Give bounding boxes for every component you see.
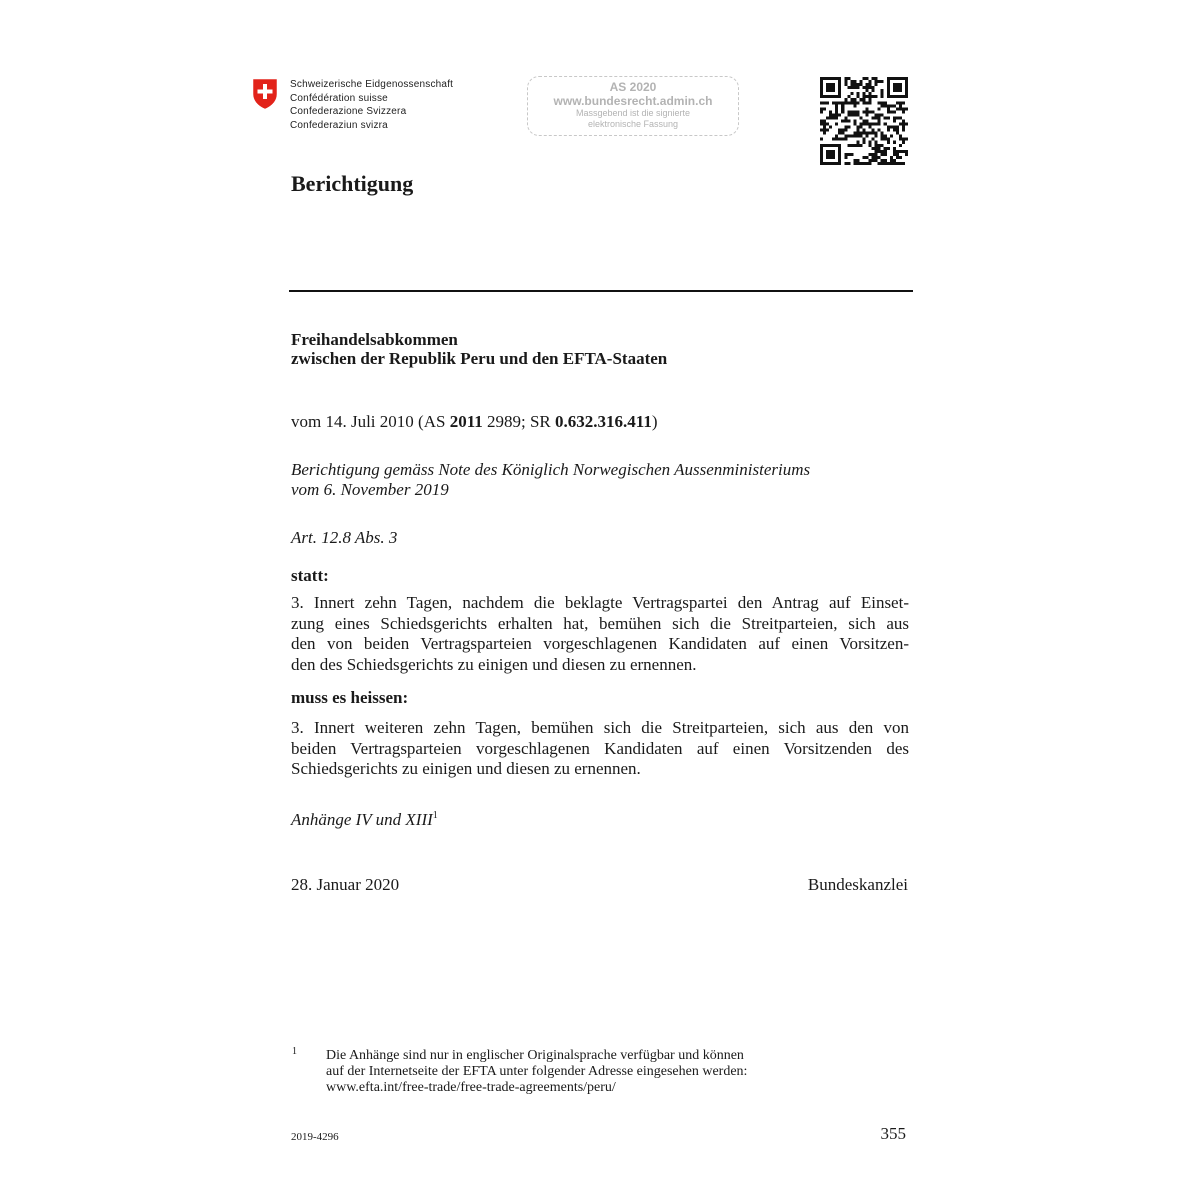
basis-line2: vom 6. November 2019 bbox=[291, 480, 449, 499]
old-text-line: 3. Innert zehn Tagen, nachdem die beklagte Vertragspartei den Antrag auf Einset- bbox=[291, 593, 909, 612]
page-number: 355 bbox=[880, 1124, 906, 1143]
footnote-text bbox=[326, 1048, 747, 1096]
official-collection-stamp bbox=[527, 76, 739, 136]
new-text-line: beiden Vertragsparteien vorgeschlagenen Kandidaten auf einen Vorsitzenden des bbox=[291, 738, 909, 758]
correction-basis bbox=[291, 460, 810, 500]
confederation-name-de: Schweizerische Eidgenossenschaft bbox=[290, 79, 454, 90]
annexes-reference bbox=[291, 806, 438, 830]
sr-number: 0.632.316.411 bbox=[555, 412, 652, 431]
confederation-name-fr: Confédération suisse bbox=[290, 92, 388, 104]
act-ref-as-page: 2989; SR bbox=[482, 412, 556, 431]
stamp-note-line2: elektronische Fassung bbox=[587, 119, 679, 129]
act-title-line2: zwischen der Republik Peru und den EFTA-Staaten bbox=[291, 349, 668, 368]
instead-label: statt: bbox=[291, 566, 329, 585]
new-text-line: Schiedsgerichts zu einigen und diesen zu ernennen. bbox=[291, 759, 641, 778]
confederation-name-rm: Confederaziun svizra bbox=[290, 119, 388, 131]
confederation-name-it: Confederazione Svizzera bbox=[290, 106, 407, 117]
act-title bbox=[291, 330, 667, 368]
qr-code-icon bbox=[820, 77, 908, 165]
old-text-line: den von beiden Vertragsparteien vorgeschlagenen Kandidaten auf einen Vorsitzen- bbox=[291, 634, 909, 653]
stamp-collection: AS 2020 bbox=[609, 80, 657, 94]
issue-date: 28. Januar 2020 bbox=[291, 875, 400, 894]
footnote-url[interactable]: www.efta.int/free-trade/free-trade-agreements/peru/ bbox=[326, 1080, 616, 1095]
document-title: Berichtigung bbox=[291, 171, 414, 196]
act-ref-suffix: ) bbox=[651, 412, 658, 431]
new-text bbox=[291, 718, 909, 780]
footnote-ref[interactable]: 1 bbox=[432, 810, 438, 821]
old-text-line: den des Schiedsgerichts zu einigen und diesen zu ernennen. bbox=[291, 654, 697, 674]
confederation-names bbox=[290, 78, 453, 132]
should-read-label: muss es heissen: bbox=[291, 688, 409, 707]
act-title-line1: Freihandelsabkommen bbox=[291, 330, 458, 349]
act-reference bbox=[291, 412, 658, 432]
annexes-text: Anhänge IV und XIII bbox=[291, 810, 433, 829]
footnote-line: auf der Internetseite der EFTA unter folgender Adresse eingesehen werden: bbox=[326, 1064, 748, 1079]
horizontal-rule bbox=[289, 290, 913, 292]
article-reference: Art. 12.8 Abs. 3 bbox=[291, 528, 398, 547]
new-text-line: 3. Innert weiteren zehn Tagen, bemühen sich die Streitparteien, sich aus den von bbox=[291, 718, 909, 737]
old-text-line: zung eines Schiedsgerichts erhalten hat, bemühen sich die Streitparteien, sich aus bbox=[291, 613, 909, 633]
stamp-website: www.bundesrecht.admin.ch bbox=[553, 94, 713, 108]
old-text bbox=[291, 593, 909, 675]
issuing-authority: Bundeskanzlei bbox=[807, 875, 908, 894]
footnote-line: Die Anhänge sind nur in englischer Originalsprache verfügbar und können bbox=[326, 1048, 744, 1063]
footnote-number: 1 bbox=[292, 1046, 297, 1057]
basis-line1: Berichtigung gemäss Note des Königlich Norwegischen Aussenministeriums bbox=[291, 460, 811, 479]
document-number: 2019-4296 bbox=[291, 1131, 339, 1143]
act-ref-prefix: vom 14. Juli 2010 (AS bbox=[291, 412, 450, 431]
as-year: 2011 bbox=[449, 412, 483, 431]
stamp-note-line1: Massgebend ist die signierte bbox=[575, 108, 691, 118]
swiss-coat-of-arms-icon bbox=[252, 78, 278, 110]
